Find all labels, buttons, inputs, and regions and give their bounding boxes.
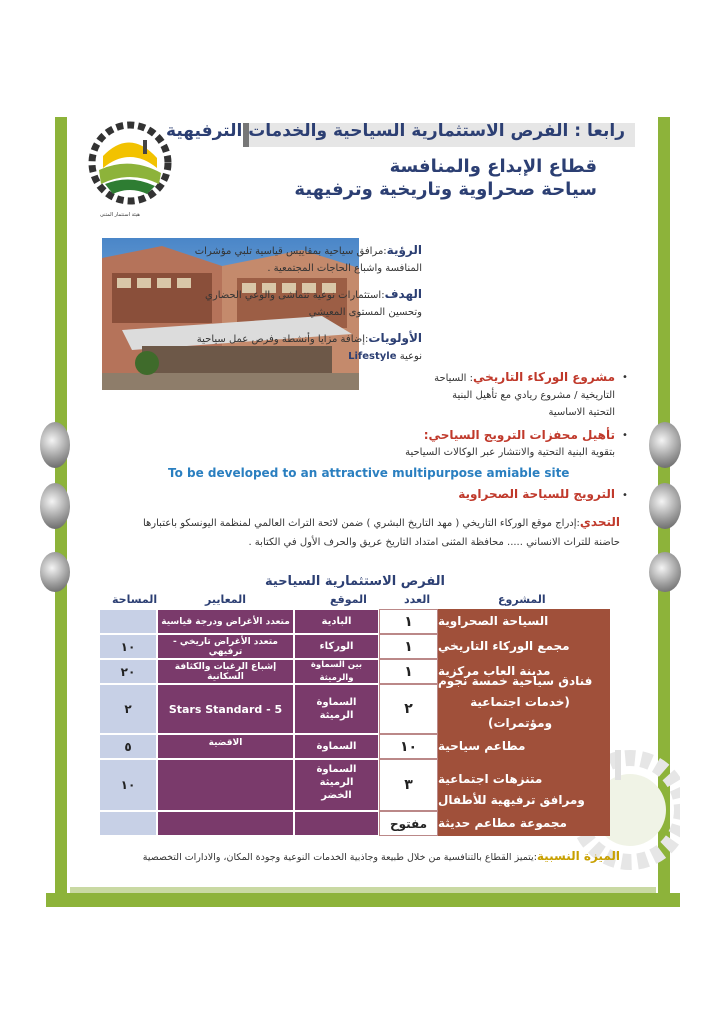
table-row-4-area: ٢: [99, 684, 157, 734]
right-sphere-3: [649, 552, 681, 592]
table-row-4-criteria: Stars Standard - 5: [157, 684, 294, 734]
goal-block: [152, 286, 422, 321]
header-location: الموقع: [330, 593, 367, 606]
priorities-label: الأولويات: [368, 331, 422, 345]
advantage-text: :يتميز القطاع بالتنافسية من خلال طبيعة وجاذبية الخدمات النوعية وجودة المكان، والادارات التخصصية: [142, 852, 537, 863]
table-row-3-area: ٢٠: [99, 659, 157, 684]
lifestyle-term: Lifestyle: [348, 351, 397, 362]
table-row-4-project-line2: (خدمات اجتماعية ومؤتمرات): [470, 695, 570, 730]
table-row-1-count: ١: [379, 609, 438, 634]
table-row-3-count: ١: [379, 659, 438, 684]
table-row-7-count: مفتوح: [379, 811, 438, 836]
table-row-3-location: بين السماوة والرميثة: [294, 659, 379, 684]
table-row-2-location: الوركاء: [294, 634, 379, 659]
bottom-green-border: [46, 893, 680, 907]
table-row-2-count: ١: [379, 634, 438, 659]
bullet-1-line1: : السياحة: [434, 373, 473, 384]
challenge-line2: حاضنة للتراث الانساني ..... محافظة المثنى امتداد التاريخ عريق والحرف الأول في الكتابة .: [248, 537, 620, 548]
bullet-3-block: [315, 486, 615, 503]
goal-label: الهدف: [384, 287, 422, 301]
table-row-6-project-line1: متنزهات اجتماعية: [438, 772, 543, 786]
bullet-1-title: مشروع الوركاء التاريخي: [472, 370, 615, 384]
table-row-6-location-line2: الرميثة: [319, 777, 354, 788]
priorities-line2: نوعية: [399, 351, 422, 362]
table-title: الفرص الاستثمارية السياحية: [265, 574, 446, 589]
header-criteria: المعايير: [205, 593, 247, 606]
bullet-2-block: [235, 427, 615, 461]
vision-line2: المنافسة واشباع الحاجات المجتمعية .: [267, 263, 422, 274]
vision-block: [152, 242, 422, 277]
table-row-6-count: ٣: [379, 759, 438, 811]
header-project: المشروع: [498, 593, 546, 606]
table-row-6-project-line2: ومرافق ترفيهية للأطفال: [438, 793, 585, 807]
table-row-6-location: [294, 759, 379, 811]
table-row-4-project: [438, 674, 610, 734]
priorities-block: [152, 330, 422, 365]
challenge-label: التحدي: [579, 515, 620, 529]
bullet-1-line2: التاريخية / مشروع ريادي مع تأهيل البنية: [452, 390, 615, 401]
table-row-3-criteria: إشباع الرغبات والكثافة السكانية: [157, 659, 294, 684]
left-sphere-1: [40, 422, 70, 468]
bullet-dot-2: •: [622, 430, 628, 441]
table-row-5-location: السماوة: [294, 734, 379, 759]
table-row-6-location-line1: السماوة: [316, 764, 357, 775]
advantage-label: الميزة النسبية: [536, 849, 620, 863]
vision-label: الرؤية: [386, 243, 422, 257]
table-row-4-project-line1: فنادق سياحية خمسة نجوم: [438, 674, 593, 688]
table-row-1-project: السياحة الصحراوية: [438, 609, 610, 634]
left-sphere-2: [40, 483, 70, 529]
bullet-3-title: الترويج للسياحة الصحراوية: [458, 487, 615, 501]
table-row-6-area: ١٠: [99, 759, 157, 811]
table-row-5-criteria: الاقضية: [157, 734, 294, 759]
right-sphere-1: [649, 422, 681, 468]
sector-title: قطاع الإبداع والمنافسة: [389, 156, 597, 177]
goal-line2: وتحسين المستوى المعيشي: [308, 307, 422, 318]
bullet-1-line3: التحتية الاساسية: [548, 407, 615, 418]
table-row-4-location: [294, 684, 379, 734]
table-row-4-location-line2: الرميثة: [319, 710, 354, 721]
table-row-1-area: [99, 609, 157, 634]
bullet-2-line1: بتقوية البنية التحتية والانتشار عبر الوكالات السياحية: [405, 447, 615, 458]
table-row-6-location-line3: الخضر: [321, 790, 352, 801]
table-row-2-area: ١٠: [99, 634, 157, 659]
left-sphere-3: [40, 552, 70, 592]
header-count: العدد: [404, 593, 431, 606]
advantage-block: [80, 849, 620, 863]
table-row-2-criteria: متعدد الأغراض تاريخي - ترفيهي: [157, 634, 294, 659]
goal-line1: :استثمارات نوعية تتماشى والوعي الحضاري: [205, 290, 385, 301]
table-row-1-location: البادية: [294, 609, 379, 634]
english-tagline: To be developed to an attractive multipurpose amiable site: [168, 466, 570, 480]
authority-logo-icon: [85, 118, 175, 218]
challenge-line1: :إدراج موقع الوركاء التاريخي ( مهد التاريخ البشري ) ضمن لائحة التراث العالمي لمنظمة اليونسكو باعتبارها: [142, 518, 580, 529]
vision-line1: :مرافق سياحية بمقاييس قياسية تلبي مؤشرات: [194, 246, 387, 257]
header-area: المساحة: [112, 593, 158, 606]
challenge-block: [100, 513, 620, 552]
table-row-6-project: [438, 759, 610, 811]
table-row-3-project: مدينة العاب مركزية: [438, 659, 610, 684]
table-row-4-count: ٢: [379, 684, 438, 734]
table-row-7-area: [99, 811, 157, 836]
bullet-dot-1: •: [622, 372, 628, 383]
bullet-dot-3: •: [622, 490, 628, 501]
table-row-7-location: [294, 811, 379, 836]
priorities-line1: :إضافة مزايا وأنشطة وفرص عمل سياحية: [196, 334, 369, 345]
logo-caption: هيئة استثمار المثنى: [100, 212, 140, 218]
table-row-5-count: ١٠: [379, 734, 438, 759]
table-row-4-location-line1: السماوة: [316, 697, 357, 708]
section-title: رابعا : الفرص الاستثمارية السياحية والخدمات الترفيهية: [166, 121, 625, 141]
table-row-2-project: مجمع الوركاء التاريخي: [438, 634, 610, 659]
right-sphere-2: [649, 483, 681, 529]
bullet-2-title: تأهيل محفزات الترويج السياحي:: [423, 428, 615, 442]
sector-subtitle: سياحة صحراوية وتاريخية وترفيهية: [294, 179, 597, 200]
table-row-1-criteria: متعدد الأغراض ودرجة قياسية: [157, 609, 294, 634]
table-row-5-project: مطاعم سياحية: [438, 734, 610, 759]
table-row-7-project: مجموعة مطاعم حديثة: [438, 811, 610, 836]
table-row-7-criteria: [157, 811, 294, 836]
table-row-5-area: ٥: [99, 734, 157, 759]
bullet-1-block: [355, 369, 615, 421]
table-row-6-criteria: [157, 759, 294, 811]
